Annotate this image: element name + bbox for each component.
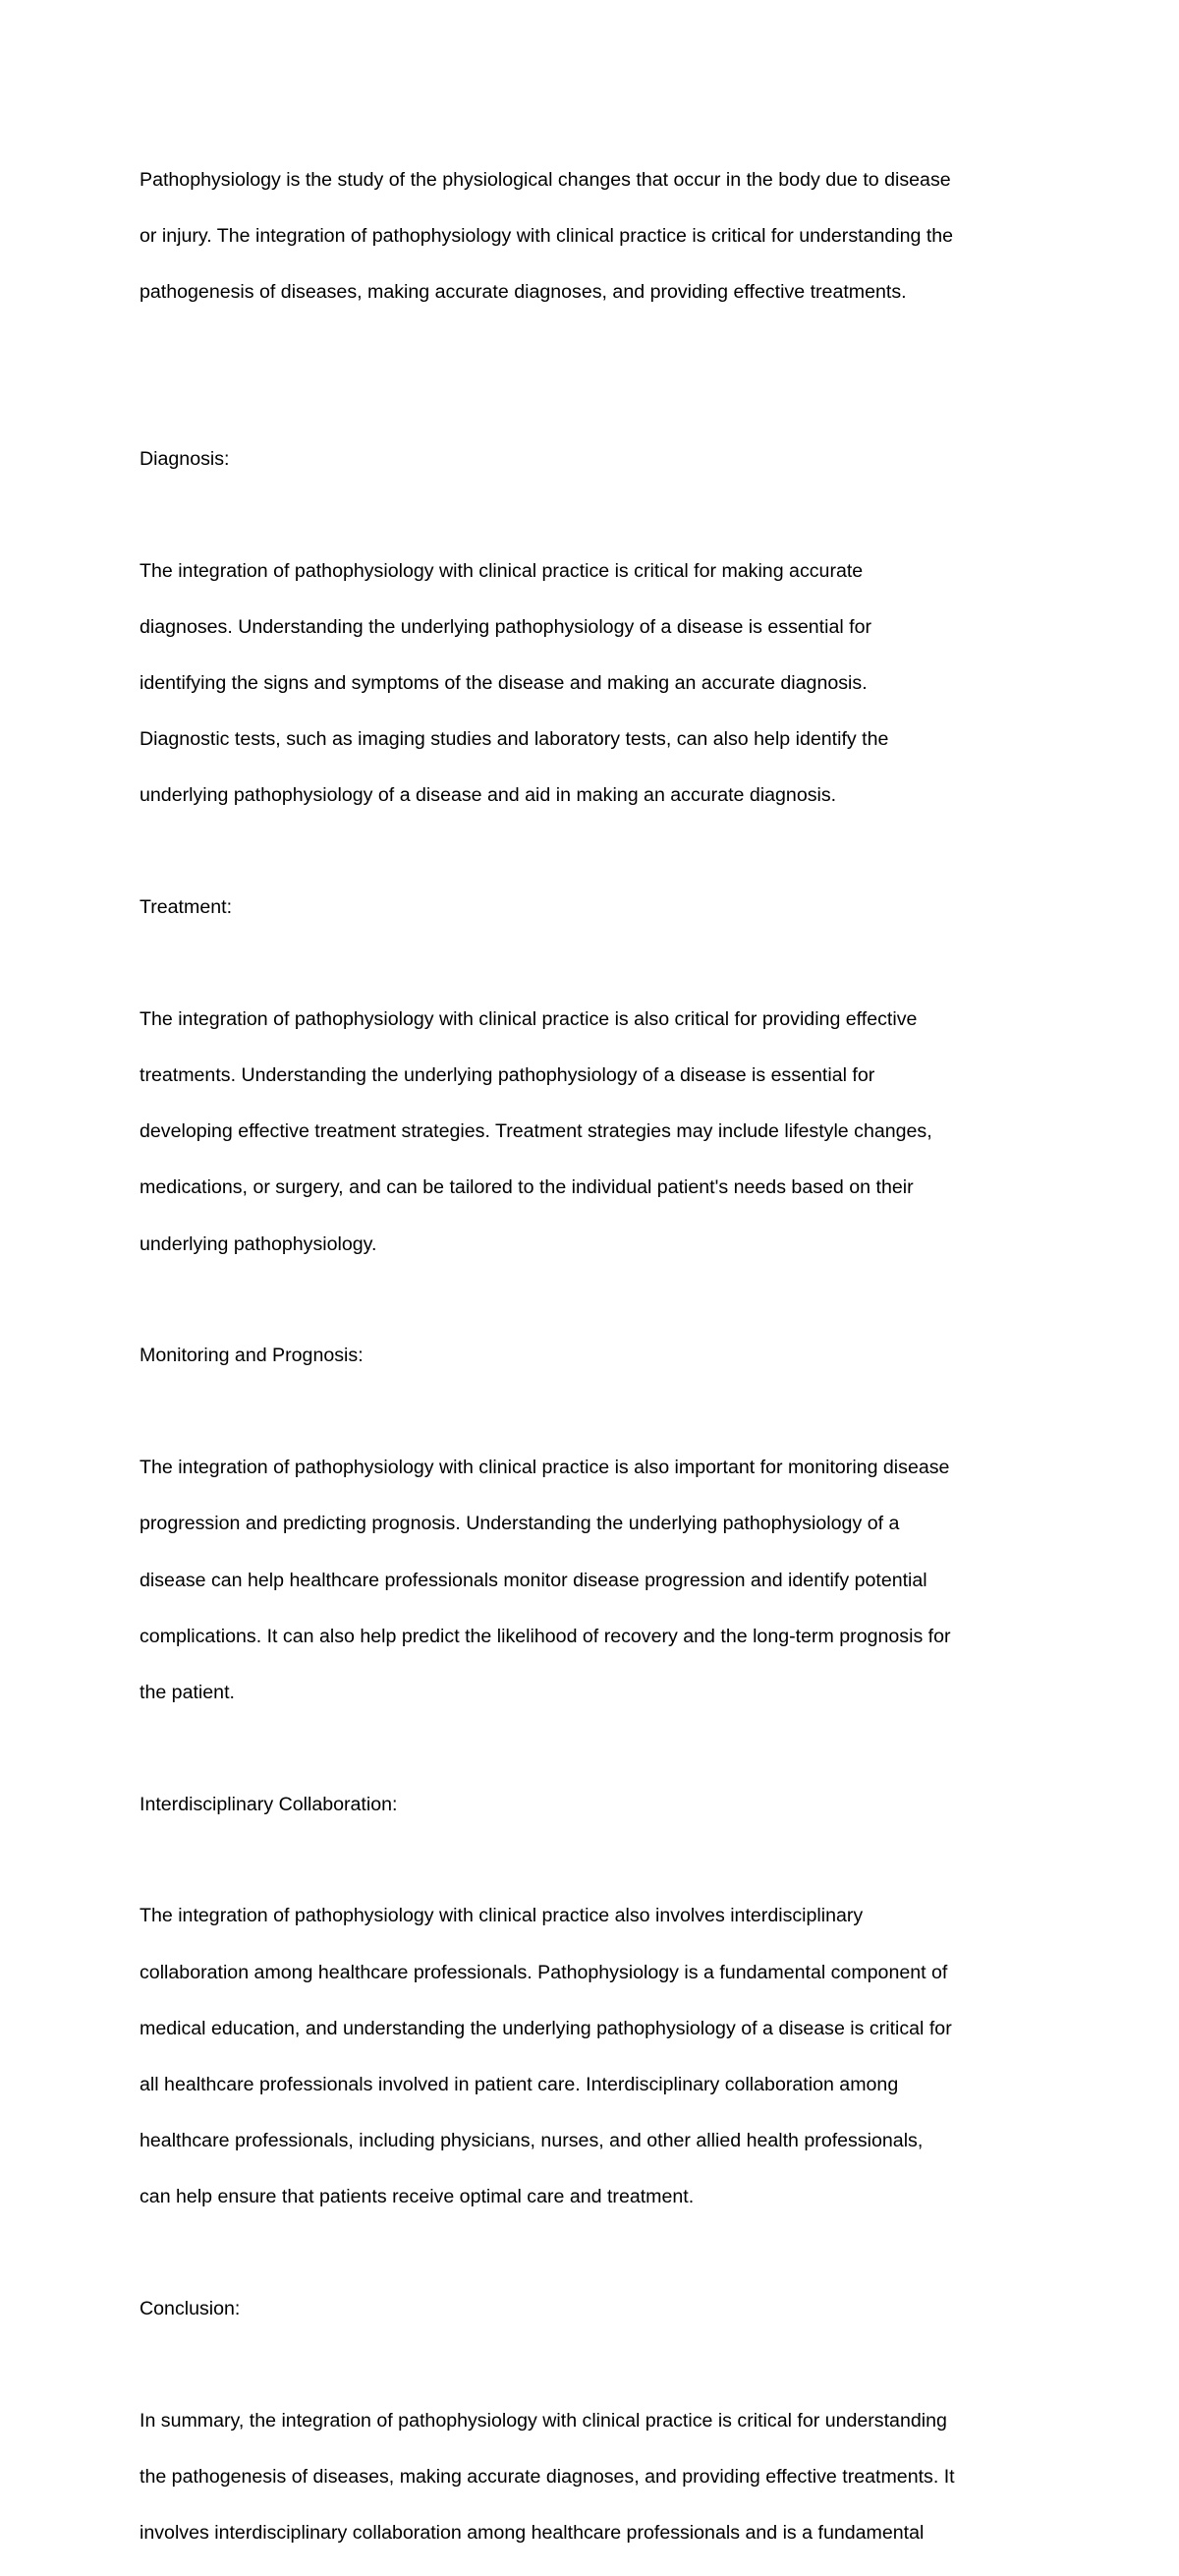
text-line: The integration of pathophysiology with clinical practice is also important for monitoring disease [140, 1457, 950, 1479]
text-line: involves interdisciplinary collaboration among healthcare professionals and is a fundamental [140, 2522, 925, 2545]
text-line: the patient. [140, 1681, 235, 1703]
text-line: developing effective treatment strategies. Treatment strategies may include lifestyle changes, [140, 1120, 932, 1143]
spacer [140, 837, 1043, 865]
text-line: underlying pathophysiology. [140, 1232, 377, 1255]
spacer [140, 1847, 1043, 1874]
section-heading: Treatment: [140, 896, 233, 919]
text-line: all healthcare professionals involved in patient care. Interdisciplinary collaboration among [140, 2074, 899, 2096]
text-line: pathogenesis of diseases, making accurate diagnoses, and providing effective treatments. [140, 280, 907, 303]
text-line: complications. It can also help predict the likelihood of recovery and the long-term prognosis for [140, 1625, 951, 1647]
spacer [140, 2240, 1043, 2267]
spacer [140, 2351, 1043, 2378]
section-heading: Diagnosis: [140, 447, 230, 470]
text-line: diagnoses. Understanding the underlying pathophysiology of a disease is essential for [140, 615, 872, 638]
section-heading-monitoring [140, 1314, 1043, 1399]
text-line: medications, or surgery, and can be tailored to the individual patient's needs based on their [140, 1176, 914, 1199]
text-line: identifying the signs and symptoms of the disease and making an accurate diagnosis. [140, 671, 868, 694]
text-line: In summary, the integration of pathophysiology with clinical practice is critical for understanding [140, 2409, 947, 2432]
spacer [140, 1287, 1043, 1314]
section-heading-collaboration [140, 1762, 1043, 1847]
text-line: The integration of pathophysiology with clinical practice is critical for making accurate [140, 559, 864, 582]
section-heading: Interdisciplinary Collaboration: [140, 1793, 398, 1815]
text-line: Pathophysiology is the study of the physiological changes that occur in the body due to disease [140, 168, 951, 191]
text-line: healthcare professionals, including physicians, nurses, and other allied health professionals, [140, 2130, 924, 2152]
spacer [140, 334, 1043, 417]
section-paragraph-conclusion [140, 2378, 1043, 2575]
spacer [140, 501, 1043, 529]
text-line: collaboration among healthcare professionals. Pathophysiology is a fundamental component of [140, 1961, 948, 1983]
text-line: treatments. Understanding the underlying pathophysiology of a disease is essential for [140, 1064, 875, 1087]
section-paragraph-diagnosis [140, 529, 1043, 838]
text-line: disease can help healthcare professionals monitor disease progression and identify potential [140, 1569, 927, 1591]
intro-paragraph [140, 138, 1043, 334]
text-line: Diagnostic tests, such as imaging studies and laboratory tests, can also help identify the [140, 728, 889, 751]
spacer [140, 949, 1043, 977]
section-heading: Conclusion: [140, 2298, 241, 2320]
spacer [140, 1735, 1043, 1762]
section-heading-treatment [140, 865, 1043, 949]
text-line: progression and predicting prognosis. Understanding the underlying pathophysiology of a [140, 1513, 900, 1535]
section-paragraph-collaboration [140, 1874, 1043, 2240]
spacer [140, 1399, 1043, 1426]
section-heading: Monitoring and Prognosis: [140, 1345, 364, 1367]
text-line: the pathogenesis of diseases, making accurate diagnoses, and providing effective treatments. It [140, 2466, 955, 2489]
text-line: The integration of pathophysiology with clinical practice is also critical for providing effective [140, 1007, 918, 1030]
text-line: underlying pathophysiology of a disease and aid in making an accurate diagnosis. [140, 784, 837, 807]
text-line: can help ensure that patients receive optimal care and treatment. [140, 2186, 695, 2208]
section-heading-diagnosis [140, 417, 1043, 501]
section-paragraph-treatment [140, 977, 1043, 1287]
text-line: or injury. The integration of pathophysiology with clinical practice is critical for understanding the [140, 224, 954, 247]
section-paragraph-monitoring [140, 1426, 1043, 1736]
text-line: The integration of pathophysiology with clinical practice also involves interdisciplinary [140, 1905, 864, 1927]
text-line: medical education, and understanding the underlying pathophysiology of a disease is critical for [140, 2017, 952, 2039]
document-body [140, 138, 1043, 2576]
section-heading-conclusion [140, 2267, 1043, 2352]
